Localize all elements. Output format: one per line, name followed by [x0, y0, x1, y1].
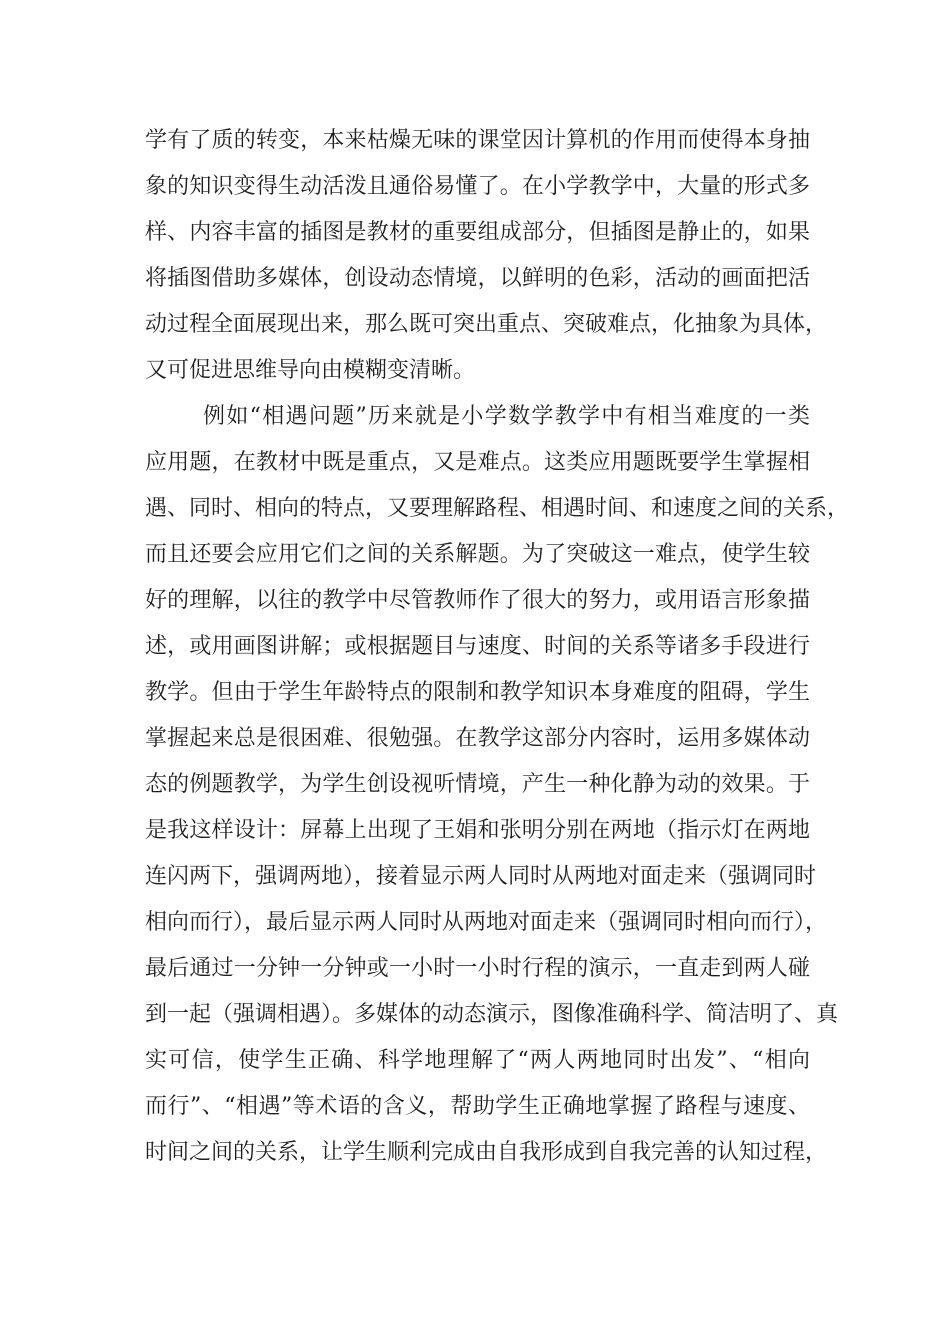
- text-line: 实可信，使学生正确、科学地理解了“两人两地同时出发”、“相向: [145, 1048, 810, 1073]
- text-line: 连闪两下，强调两地），接着显示两人同时从两地对面走来（强调同时: [145, 864, 817, 889]
- text-line: 而行”、“相遇”等术语的含义，帮助学生正确地掌握了路程与速度、: [145, 1094, 810, 1119]
- text-line: 象的知识变得生动活泼且通俗易懂了。在小学教学中，大量的形式多: [145, 174, 810, 199]
- text-line: 是我这样设计：屏幕上出现了王娟和张明分别在两地（指示灯在两地: [145, 818, 810, 843]
- text-line: 掌握起来总是很困难、很勉强。在教学这部分内容时，运用多媒体动: [145, 726, 810, 751]
- text-line: 最后通过一分钟一分钟或一小时一小时行程的演示，一直走到两人碰: [145, 956, 810, 981]
- text-line: 样、内容丰富的插图是教材的重要组成部分，但插图是静止的，如果: [145, 220, 810, 245]
- text-line: 而且还要会应用它们之间的关系解题。为了突破这一难点，使学生较: [145, 542, 810, 567]
- text-line: 相向而行），最后显示两人同时从两地对面走来（强调同时相向而行），: [145, 910, 828, 935]
- body-text: [145, 118, 850, 1176]
- paragraph-1: [145, 118, 828, 394]
- text-line: 态的例题教学，为学生创设视听情境，产生一种化静为动的效果。于: [145, 772, 810, 797]
- text-line: 学有了质的转变，本来枯燥无味的课堂因计算机的作用而使得本身抽: [145, 128, 810, 153]
- text-line: 将插图借助多媒体，创设动态情境，以鲜明的色彩，活动的画面把活: [145, 266, 810, 291]
- text-line: 时间之间的关系，让学生顺利完成由自我形成到自我完善的认知过程，: [145, 1140, 828, 1165]
- text-line: 动过程全面展现出来，那么既可突出重点、突破难点，化抽象为具体，: [145, 312, 828, 337]
- text-line: 好的理解，以往的教学中尽管教师作了很大的努力，或用语言形象描: [145, 588, 810, 613]
- text-line: 到一起（强调相遇）。多媒体的动态演示，图像准确科学、简洁明了、真: [145, 1002, 839, 1027]
- text-line: 应用题，在教材中既是重点，又是难点。这类应用题既要学生掌握相: [145, 450, 810, 475]
- text-line: 教学。但由于学生年龄特点的限制和教学知识本身难度的阻碍，学生: [145, 680, 810, 705]
- paragraph-2: [145, 394, 850, 1176]
- text-line: 遇、同时、相向的特点，又要理解路程、相遇时间、和速度之间的关系，: [145, 496, 850, 521]
- text-line: 例如“相遇问题”历来就是小学数学教学中有相当难度的一类: [203, 404, 810, 429]
- text-line: 述，或用画图讲解；或根据题目与速度、时间的关系等诸多手段进行: [145, 634, 810, 659]
- text-line: 又可促进思维导向由模糊变清晰。: [145, 358, 476, 383]
